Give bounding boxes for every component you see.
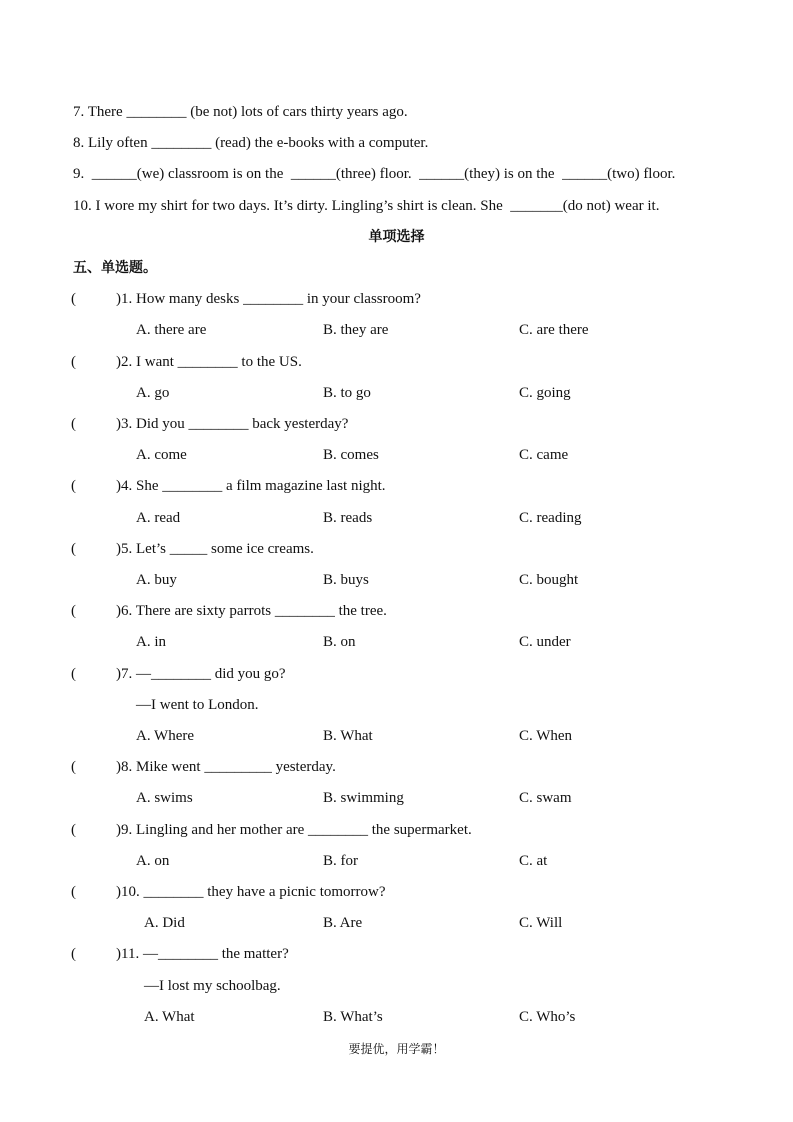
answer-bracket: ( [71, 946, 76, 963]
question-stem: )2. I want ________ to the US. [116, 353, 302, 370]
option-c: C. swam [519, 790, 572, 807]
fill-in-question: 9. ______(we) classroom is on the ______(three) floor. ______(they) is on the ______(two) floor. [73, 166, 676, 183]
part-title: 五、单选题。 [73, 260, 157, 276]
option-a: A. Where [136, 728, 195, 744]
answer-bracket: ( [71, 821, 76, 838]
option-a: A. What [144, 1008, 195, 1025]
question-stem: )11. —________ the matter? [116, 946, 289, 963]
question-stem: )3. Did you ________ back yesterday? [116, 416, 349, 432]
option-c: C. Who’s [519, 1008, 576, 1025]
answer-bracket: ( [71, 665, 76, 682]
fill-in-question: 8. Lily often ________ (read) the e-books with a computer. [73, 135, 429, 152]
answer-bracket: ( [71, 478, 76, 495]
option-c: C. reading [519, 509, 582, 526]
question-stem: )4. She ________ a film magazine last night. [116, 478, 386, 495]
answer-bracket: ( [71, 291, 76, 308]
option-c: C. under [519, 634, 571, 651]
option-b: B. reads [323, 509, 373, 526]
dialogue-line: —I went to London. [136, 696, 259, 713]
option-b: B. swimming [323, 790, 404, 807]
option-b: B. Are [323, 915, 363, 932]
question-stem: )1. How many desks ________ in your classroom? [116, 291, 421, 308]
answer-bracket: ( [71, 603, 76, 620]
option-a: A. swims [136, 790, 193, 807]
option-b: B. comes [323, 447, 379, 464]
answer-bracket: ( [71, 540, 76, 557]
question-stem: )5. Let’s _____ some ice creams. [116, 540, 314, 557]
option-a: A. come [136, 447, 187, 464]
option-a: A. in [136, 634, 166, 651]
option-a: A. there are [136, 322, 207, 339]
dialogue-line: —I lost my schoolbag. [144, 977, 281, 994]
fill-in-question: 10. I wore my shirt for two days. It’s dirty. Lingling’s shirt is clean. She _______(do not) wear it. [73, 197, 660, 214]
option-c: C. at [519, 852, 548, 869]
option-c: C. came [519, 447, 569, 464]
option-a: A. read [136, 509, 181, 526]
option-b: B. What’s [323, 1008, 383, 1025]
option-b: B. What [323, 728, 373, 744]
option-a: A. buy [136, 572, 177, 588]
answer-bracket: ( [71, 353, 76, 370]
option-a: A. Did [144, 915, 185, 932]
option-c: C. bought [519, 572, 579, 588]
option-c: C. are there [519, 322, 589, 339]
answer-bracket: ( [71, 759, 76, 776]
answer-bracket: ( [71, 884, 76, 900]
question-stem: )6. There are sixty parrots ________ the tree. [116, 603, 387, 620]
option-c: C. going [519, 384, 571, 401]
option-a: A. go [136, 384, 170, 401]
page-footer: 要提优，用学霸！ [348, 1042, 445, 1056]
option-a: A. on [136, 852, 170, 869]
question-stem: )8. Mike went _________ yesterday. [116, 759, 336, 776]
option-b: B. they are [323, 322, 389, 339]
fill-in-question: 7. There ________ (be not) lots of cars thirty years ago. [73, 104, 408, 120]
option-b: B. for [323, 852, 358, 869]
option-b: B. buys [323, 572, 369, 588]
option-b: B. on [323, 634, 356, 651]
answer-bracket: ( [71, 416, 76, 432]
question-stem: )9. Lingling and her mother are ________ the supermarket. [116, 821, 472, 838]
question-stem: )7. —________ did you go? [116, 665, 286, 682]
option-c: C. Will [519, 915, 563, 932]
question-stem: )10. ________ they have a picnic tomorrow? [116, 884, 386, 900]
section-title: 单项选择 [368, 228, 425, 245]
option-c: C. When [519, 728, 573, 744]
option-b: B. to go [323, 384, 371, 401]
